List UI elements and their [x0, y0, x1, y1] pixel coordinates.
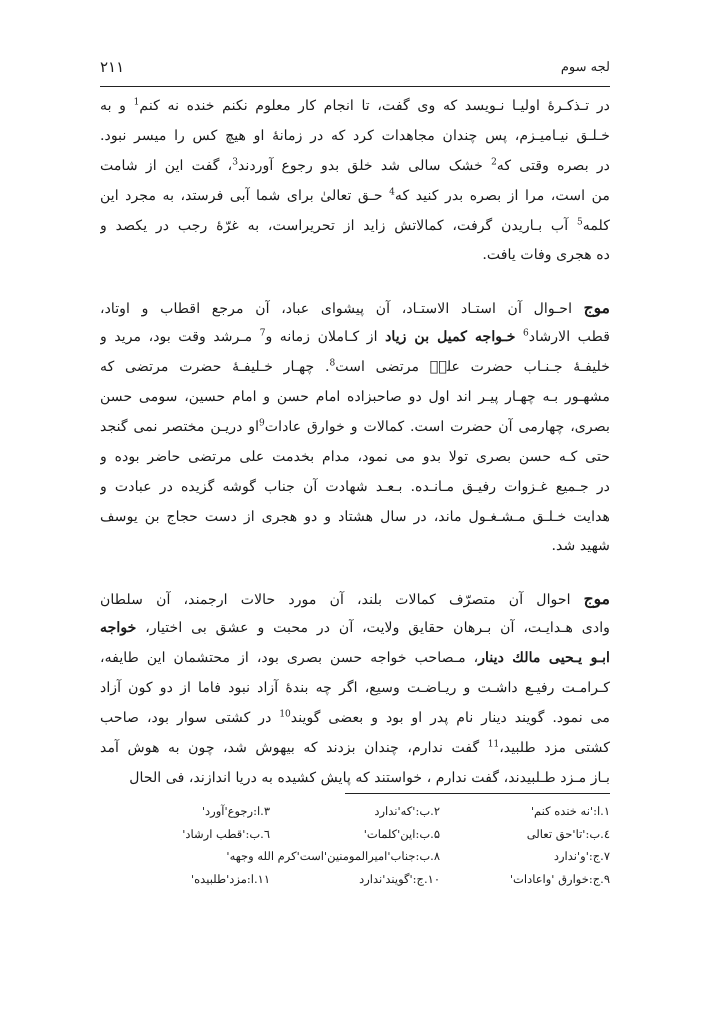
- text-span: خلیفـهٔ جـنـاب حضرت علیؑ مرتضی است: [335, 359, 610, 376]
- text-span: ، مـصاحب خواجه حسن بصری بود، از محتشمان این طایفه،: [100, 650, 479, 667]
- page-header: [100, 58, 610, 82]
- text-line: [100, 122, 610, 152]
- text-span: بصری، چهارمی آن حضرت است. کمالات و خوارق عادات: [264, 418, 610, 435]
- text-line: [100, 323, 610, 353]
- paragraph-gap: [100, 271, 610, 293]
- text-span: کشتی مزد طلبید،: [499, 739, 610, 756]
- person-name: خـواجه کمیل بن زیاد: [385, 329, 516, 346]
- text-line: [100, 152, 610, 182]
- text-span: حـق تعالیٰ برای شما آبی فرستد، به مجرد این: [100, 187, 390, 204]
- text-span: احـوال آن استـاد الاستـاد، آن پیشوای عباد، آن مرجع اقطاب و اوتاد،: [100, 301, 584, 318]
- footnote: ٦.ب:'قطب ارشاد': [182, 826, 270, 841]
- person-name: خواجه: [100, 620, 137, 637]
- paragraph-2: [100, 293, 610, 562]
- paragraph-1: [100, 92, 610, 271]
- text-line: [100, 584, 610, 614]
- footnote: ۷.ج:'و'ندارد: [553, 849, 610, 863]
- text-span: حتی کـه حسن بصری تولا بدو می نمود، مدام بخدمت علی مرتضی حاضر بوده و: [100, 448, 610, 465]
- text-line: [100, 503, 610, 533]
- footnote: ۱.ا:'نه خنده کنم': [530, 804, 610, 818]
- text-span: و به: [100, 98, 134, 114]
- text-line: [100, 92, 610, 122]
- text-span: ده هجری وفات یافت.: [482, 247, 610, 264]
- footnote-row: [100, 800, 610, 823]
- text-line: [100, 182, 610, 212]
- text-span: در بصره وقتی که: [496, 157, 610, 174]
- text-span: احوال آن متصرّف کمالات بلند، آن مورد حالات ارجمند، آن سلطان: [100, 592, 584, 609]
- text-span: ، گفت این از شامت: [100, 157, 233, 174]
- text-span: آب بـاریدن گرفت، کمالاتش زاید از تحریراست، به غرّهٔ رجب در یکصد و: [100, 217, 577, 234]
- text-span: [516, 329, 523, 345]
- footnote-ref: 3: [232, 157, 238, 168]
- header-rule: [100, 86, 610, 87]
- text-line: [100, 734, 610, 764]
- footnote: ۱۱.ا:مزد'طلبیده': [191, 871, 270, 886]
- text-span: در جـمیع غـزوات رفیـق مـانـده. بـعـد شهادت آن جناب گوشه گزیده در عبادت و: [100, 478, 610, 495]
- footnote-row: [100, 845, 610, 868]
- text-line: [100, 674, 610, 704]
- text-span: وادی هـدایـت، آن بـرهان حقایق ولایت، آن در محبت و عشق بی اختیار،: [136, 620, 610, 637]
- person-name: ابـو یـحیی مالك دینار: [478, 650, 610, 667]
- footnote-row: [100, 823, 610, 846]
- text-line: [100, 532, 610, 562]
- footnote-ref: 9: [259, 418, 265, 429]
- footnote-ref: 1: [133, 97, 140, 108]
- text-span: کـرامـت رفیـع داشـت و ریـاضـت وسیع، اگر چه بندهٔ آزاد نبود فاما از دو کون آزاد: [100, 680, 610, 697]
- text-line: [100, 353, 610, 383]
- footnote: ۲.ب:'که'ندارد: [374, 804, 440, 818]
- footnote: ۸.ب:جناب'امیرالمومنین'است'کرم الله وجهه': [226, 849, 440, 863]
- text-line: [100, 241, 610, 271]
- text-span: از کـاملان زمانه و: [265, 329, 386, 346]
- text-line: [100, 764, 610, 794]
- footnote-ref: 8: [329, 358, 336, 369]
- footnote-ref: 6: [523, 328, 529, 339]
- text-span: در تـذکـرهٔ اولیـا نـویسد که وی گفت، تا انجام کار معلوم نکنم خنده نه کنم: [139, 98, 610, 114]
- text-line: [100, 614, 610, 644]
- text-span: من است، مرا از بصره بدر کنید که: [394, 187, 610, 204]
- text-line: [100, 212, 610, 242]
- text-span: خشک سالی شد خلق بدو رجوع آوردند: [237, 157, 492, 174]
- paragraph-3: [100, 584, 610, 793]
- footnote-rule: [345, 793, 610, 794]
- section-keyword: موج: [583, 589, 610, 609]
- text-span: خـلـق نیـامیـزم، پس چندان مجاهدات کرد که در زمانهٔ او هیچ کس را میسر نبود.: [100, 127, 610, 144]
- footnote: ۳.ا:رجوع'آورد': [201, 804, 270, 818]
- text-span: مـرشد وقت بود، مرید و: [100, 329, 260, 346]
- footnote-ref: 5: [577, 216, 583, 227]
- running-title: لجه سوم: [560, 60, 610, 75]
- footnote-ref: 10: [279, 709, 291, 720]
- footnote: ۵.ب:این'کلمات': [363, 826, 440, 841]
- paragraph-gap: [100, 562, 610, 584]
- section-keyword: موج: [583, 298, 610, 318]
- footnote-ref: 2: [491, 157, 497, 168]
- page-number: ۲۱۱: [100, 58, 125, 76]
- text-span: قطب الارشاد: [528, 329, 610, 346]
- footnote: ٤.ب:'تا'حق تعالی: [526, 826, 610, 841]
- text-line: [100, 293, 610, 323]
- footnote-ref: 4: [389, 186, 395, 197]
- footnote-ref: 11: [487, 739, 500, 750]
- text-span: بـاز مـزد طـلبیدند، گفت ندارم ، خواستند که پایش کشیده به دریا اندازند، فی الحال: [129, 769, 610, 786]
- text-line: [100, 413, 610, 443]
- text-span: در کشتی سوار بود، صاحب: [100, 709, 280, 726]
- footnote: ۱۰.ج:'گویند'ندارد: [359, 871, 440, 886]
- footnote: ۹.ج:خوارق 'واعادات': [509, 871, 610, 886]
- text-span: او دریـن مختصر نمی گنجد: [100, 418, 260, 435]
- footnote-row: [100, 868, 610, 891]
- text-span: مشهـور بـه چهـار پیـر اند اول دو صاحبزاده امام حسن و امام حسین، سومی حسن: [100, 389, 610, 406]
- main-text: [100, 92, 610, 794]
- text-span: . چهـار خـلیفـهٔ حضرت مرتضی که: [100, 359, 330, 376]
- text-line: [100, 473, 610, 503]
- text-line: [100, 644, 610, 674]
- footnotes: [100, 800, 610, 890]
- text-span: می نمود. گویند دینار نام پدر او بود و بعضی گویند: [290, 709, 610, 726]
- text-span: هدایت خـلـق مـشـغـول ماند، در سال هشتاد و دو هجری از دست حجاج بن یوسف: [100, 508, 610, 525]
- text-line: [100, 443, 610, 473]
- footnote-ref: 7: [259, 328, 266, 339]
- text-span: کلمه: [582, 217, 610, 234]
- text-span: گفت ندارم، چندان بزدند که بیهوش شد، چون به هوش آمد: [100, 739, 488, 756]
- text-line: [100, 704, 610, 734]
- text-span: شهید شد.: [551, 538, 610, 555]
- text-line: [100, 383, 610, 413]
